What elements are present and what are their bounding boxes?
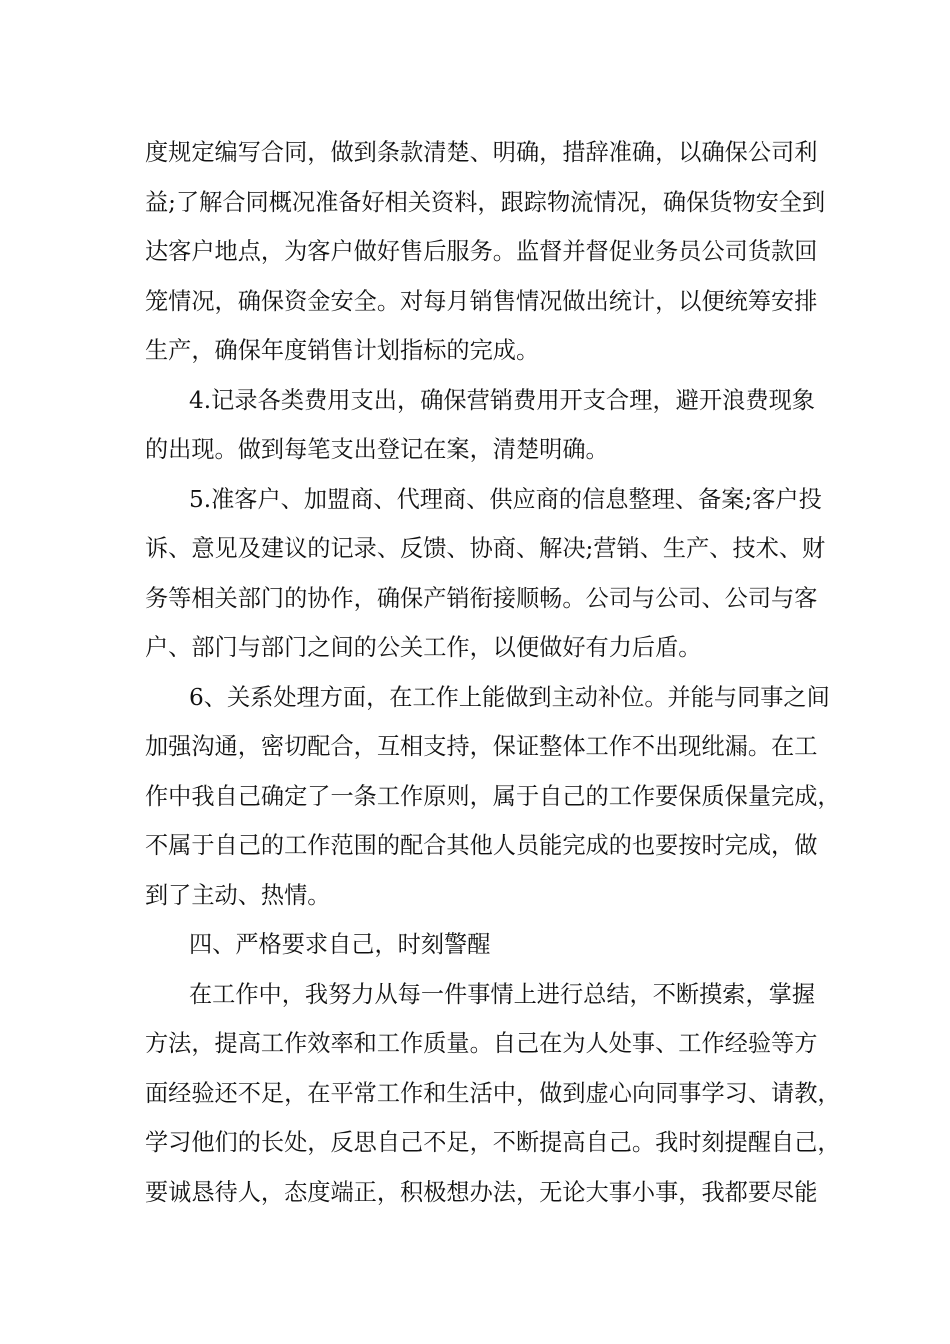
text-line: 学习他们的长处，反思自己不足，不断提高自己。我时刻提醒自己， [145,1129,841,1156]
text-line: 到了主动、热情。 [145,881,331,909]
document-body [145,128,841,1217]
text-line: 达客户地点，为客户做好售后服务。监督并督促业务员公司货款回 [145,238,818,265]
text-line: 诉、意见及建议的记录、反馈、协商、解决;营销、生产、技术、财 [145,535,826,562]
text-line: 方法，提高工作效率和工作质量。自己在为人处事、工作经验等方 [145,1030,818,1057]
text-line: 加强沟通，密切配合，互相支持，保证整体工作不出现纰漏。在工 [145,733,818,760]
text-line: 益;了解合同概况准备好相关资料，跟踪物流情况，确保货物安全到 [145,188,826,216]
section-heading: 四、严格要求自己，时刻警醒 [189,931,491,958]
text-line: 户、部门与部门之间的公关工作，以便做好有力后盾。 [145,634,702,661]
text-line: 务等相关部门的协作，确保产销衔接顺畅。公司与公司、公司与客 [145,584,818,612]
text-line: 面经验还不足，在平常工作和生活中，做到虚心向同事学习、请教， [145,1079,841,1107]
paragraph-line: 在工作中，我努力从每一件事情上进行总结，不断摸索，掌握 [189,980,816,1008]
paragraph-4-line: 4.记录各类费用支出，确保营销费用开支合理，避开浪费现象 [189,386,815,414]
text-line: 笼情况，确保资金安全。对每月销售情况做出统计，以便统筹安排 [145,287,818,315]
text-line: 作中我自己确定了一条工作原则，属于自己的工作要保质保量完成， [145,782,841,810]
paragraph-6-line: 6、关系处理方面，在工作上能做到主动补位。并能与同事之间 [189,683,830,711]
paragraph-5-line: 5.准客户、加盟商、代理商、供应商的信息整理、备案;客户投 [189,485,822,513]
text-line: 的出现。做到每笔支出登记在案，清楚明确。 [145,436,609,463]
text-line: 要诚恳待人，态度端正，积极想办法，无论大事小事，我都要尽能 [145,1178,818,1206]
text-line: 不属于自己的工作范围的配合其他人员能完成的也要按时完成，做 [145,832,818,859]
text-line: 度规定编写合同，做到条款清楚、明确，措辞准确，以确保公司利 [145,139,818,166]
text-line: 生产，确保年度销售计划指标的完成。 [145,337,540,364]
